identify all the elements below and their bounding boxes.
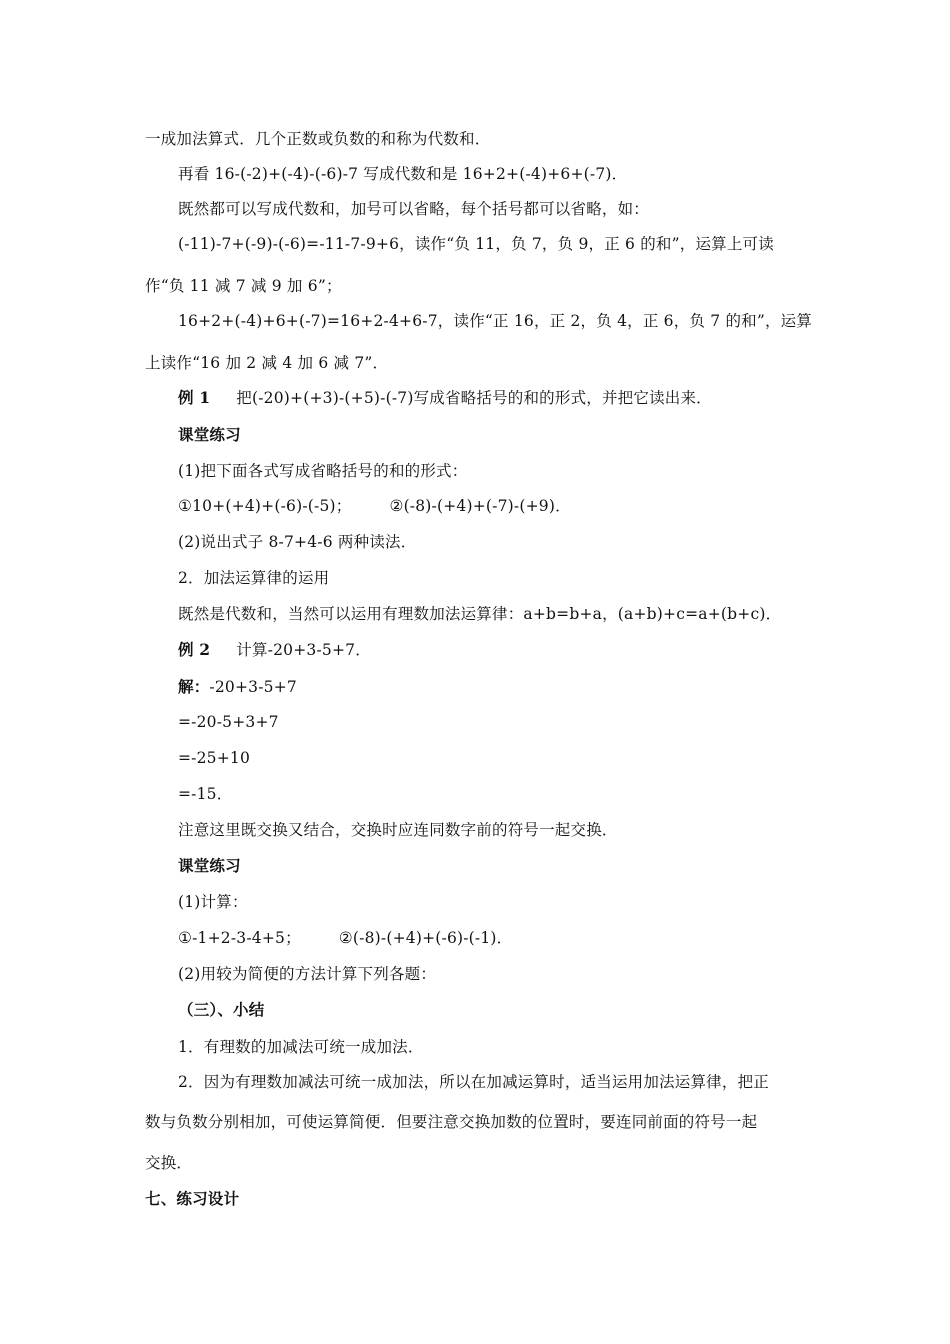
solution-step: =-20-5+3+7	[178, 713, 279, 731]
summary-item: 2．因为有理数加减法可统一成加法，所以在加减运算时，适当运用加法运算律，把正	[178, 1073, 769, 1091]
solution-line	[178, 677, 297, 697]
paragraph-line: 一成加法算式．几个正数或负数的和称为代数和．	[145, 130, 491, 148]
paragraph-line: (-11)-7+(-9)-(-6)=-11-7-9+6，读作“负 11，负 7，负 9，正 6 的和”，运算上可读	[178, 235, 774, 253]
section-heading: 课堂练习	[178, 425, 241, 444]
section-heading: （三）、小结	[178, 1000, 265, 1019]
solution-step: =-15．	[178, 785, 233, 803]
paragraph-line: 既然是代数和，当然可以运用有理数加法运算律：a+b=b+a，(a+b)+c=a+(b+c)．	[178, 605, 782, 623]
paragraph-line: 再看 16-(-2)+(-4)-(-6)-7 写成代数和是 16+2+(-4)+6+(-7)．	[178, 165, 628, 183]
summary-item-continued: 数与负数分别相加，可使运算简便．但要注意交换加数的位置时，要连同前面的符号一起	[145, 1113, 758, 1131]
example-label: 例 2	[178, 640, 211, 659]
section-heading: 课堂练习	[178, 856, 241, 875]
example-label: 例 1	[178, 388, 211, 407]
chapter-heading: 七、练习设计	[145, 1189, 240, 1208]
paragraph-line: (1)计算：	[178, 893, 248, 911]
exercise-line	[178, 928, 512, 948]
example-text: 计算-20+3-5+7．	[236, 641, 371, 659]
paragraph-line: 上读作“16 加 2 减 4 加 6 减 7”．	[145, 354, 389, 372]
exercise-item: ②(-8)-(+4)+(-7)-(+9)．	[389, 497, 571, 515]
subsection-heading: 2．加法运算律的运用	[178, 569, 330, 587]
exercise-line	[178, 496, 571, 516]
solution-label: 解：	[178, 677, 210, 696]
paragraph-line: (1)把下面各式写成省略括号的和的形式：	[178, 462, 468, 480]
exercise-item: ①10+(+4)+(-6)-(-5)；	[178, 497, 352, 515]
exercise-item: ①-1+2-3-4+5；	[178, 929, 301, 947]
paragraph-line: 16+2+(-4)+6+(-7)=16+2-4+6-7，读作“正 16，正 2，负 4，正 6，负 7 的和”，运算	[178, 312, 813, 330]
example-1-line	[178, 388, 712, 408]
solution-step: =-25+10	[178, 749, 251, 767]
example-text: 把(-20)+(+3)-(+5)-(-7)写成省略括号的和的形式，并把它读出来．	[236, 389, 712, 407]
exercise-item: ②(-8)-(+4)+(-6)-(-1)．	[338, 929, 513, 947]
example-2-line	[178, 640, 371, 660]
solution-step: -20+3-5+7	[209, 678, 297, 696]
summary-item: 1．有理数的加减法可统一成加法．	[178, 1038, 424, 1056]
paragraph-line: 作“负 11 减 7 减 9 加 6”；	[145, 277, 342, 295]
paragraph-line: 注意这里既交换又结合，交换时应连同数字前的符号一起交换．	[178, 821, 618, 839]
summary-item-continued: 交换．	[145, 1154, 193, 1172]
paragraph-line: (2)说出式子 8-7+4-6 两种读法．	[178, 533, 417, 551]
paragraph-line: 既然都可以写成代数和，加号可以省略，每个括号都可以省略，如：	[178, 200, 650, 218]
paragraph-line: (2)用较为简便的方法计算下列各题：	[178, 965, 437, 983]
